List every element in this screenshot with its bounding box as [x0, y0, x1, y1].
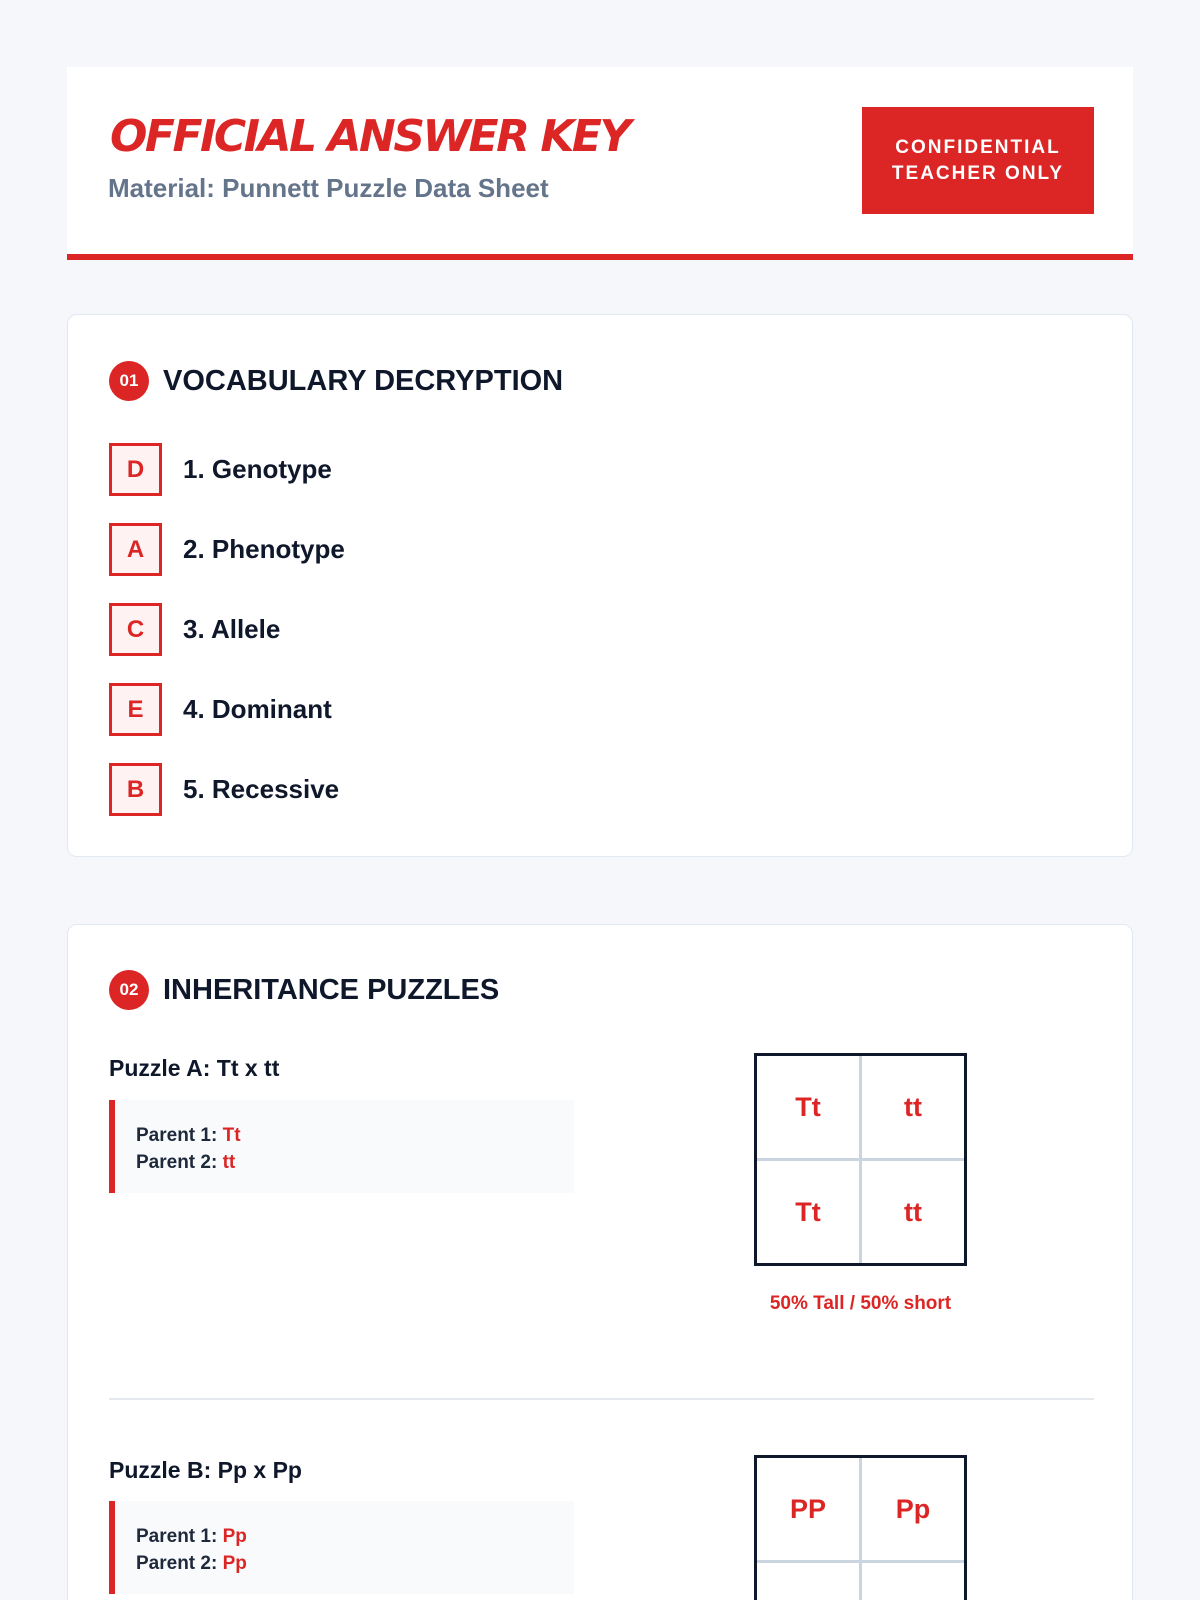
answer-letter-box: B: [109, 763, 162, 816]
vocab-term: 1. Genotype: [183, 454, 332, 484]
punnett-cell: [757, 1563, 859, 1600]
parent-2-label: Parent 2:: [136, 1553, 218, 1574]
answer-letter-box: A: [109, 523, 162, 576]
punnett-cell: PP: [757, 1458, 859, 1560]
punnett-cell: Tt: [757, 1161, 859, 1263]
confidential-badge: [862, 107, 1094, 214]
parent-2-line: [136, 1550, 574, 1577]
vocab-item: [109, 683, 332, 736]
parent-1-genotype: Tt: [222, 1125, 241, 1146]
badge-line-confidential: CONFIDENTIAL: [895, 136, 1061, 158]
vocab-term: 2. Phenotype: [183, 534, 345, 564]
parent-2-label: Parent 2:: [136, 1152, 218, 1173]
inheritance-section: [67, 924, 1133, 1600]
parent-1-label: Parent 1:: [136, 1526, 218, 1547]
puzzle-b-parents: [109, 1501, 574, 1594]
section-number-badge: 01: [109, 361, 149, 401]
parent-2-line: [136, 1149, 574, 1176]
vocab-item: [109, 523, 345, 576]
page-title: OFFICIAL ANSWER KEY: [110, 111, 629, 162]
vocab-term: 5. Recessive: [183, 774, 340, 804]
parent-1-line: [136, 1122, 574, 1149]
puzzle-b-title: Puzzle B: Pp x Pp: [109, 1457, 302, 1483]
vocab-item: [109, 763, 339, 816]
section-title: INHERITANCE PUZZLES: [163, 973, 500, 1006]
parent-1-genotype: Pp: [222, 1526, 247, 1547]
puzzle-divider: [109, 1398, 1094, 1400]
answer-letter-box: D: [109, 443, 162, 496]
puzzle-a-title: Puzzle A: Tt x tt: [109, 1055, 280, 1081]
vocab-item: [109, 603, 280, 656]
answer-letter-box: C: [109, 603, 162, 656]
puzzle-a-punnett-square: [754, 1053, 967, 1266]
section-number-badge: 02: [109, 970, 149, 1010]
vocabulary-section-header: [109, 361, 563, 401]
puzzle-a-parents: [109, 1100, 574, 1193]
section-title: VOCABULARY DECRYPTION: [163, 364, 564, 397]
vocab-term: 4. Dominant: [183, 694, 332, 724]
inheritance-section-header: [109, 970, 499, 1010]
answer-key-header: [67, 67, 1133, 260]
material-subtitle: Material: Punnett Puzzle Data Sheet: [108, 173, 549, 203]
parent-2-genotype: tt: [222, 1152, 236, 1173]
answer-letter-box: E: [109, 683, 162, 736]
punnett-cell: Tt: [757, 1056, 859, 1158]
puzzle-b-punnett-square: [754, 1455, 967, 1600]
badge-line-teacher-only: TEACHER ONLY: [891, 162, 1065, 184]
vocab-term: 3. Allele: [183, 614, 281, 644]
punnett-cell: tt: [862, 1056, 964, 1158]
parent-1-line: [136, 1523, 574, 1550]
puzzle-a-ratio: 50% Tall / 50% short: [769, 1293, 952, 1314]
punnett-cell: [862, 1563, 964, 1600]
punnett-cell: tt: [862, 1161, 964, 1263]
vocab-item: [109, 443, 332, 496]
punnett-cell: Pp: [862, 1458, 964, 1560]
parent-2-genotype: Pp: [222, 1553, 247, 1574]
parent-1-label: Parent 1:: [136, 1125, 218, 1146]
vocabulary-section: [67, 314, 1133, 857]
